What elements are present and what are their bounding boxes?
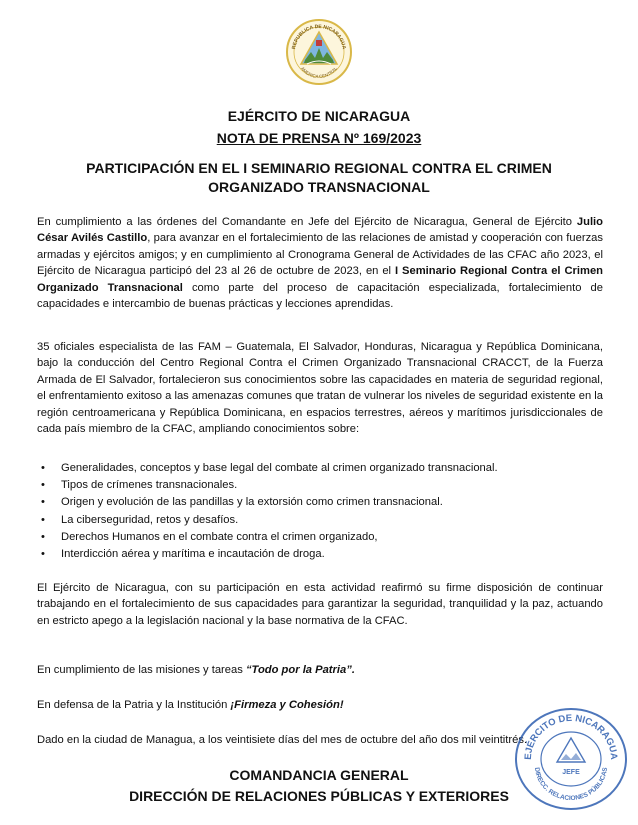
stamp-center-text: JEFE — [562, 769, 580, 776]
list-item: • La ciberseguridad, retos y desafíos. — [37, 512, 603, 529]
title-line-2: ORGANIZADO TRANSNACIONAL — [208, 179, 430, 195]
paragraph-date: Dado en la ciudad de Managua, a los veintisiete días del mes de octubre del año dos mil veintitrés. — [37, 734, 528, 746]
stamp-bottom-text: DIRECC. RELACIONES PÚBLICAS — [532, 767, 610, 803]
logo-top-text: REPUBLICA DE NICARAGUA — [291, 23, 347, 50]
footer-directorate: DIRECCIÓN DE RELACIONES PÚBLICAS Y EXTERIORES — [129, 788, 509, 804]
press-note-number: NOTA DE PRENSA Nº 169/2023 — [216, 130, 422, 146]
defense-text: En defensa de la Patria y la Institución — [37, 699, 231, 711]
list-item: • Generalidades, conceptos y base legal del combate al crimen organizado transnacional. — [37, 460, 603, 477]
paragraph-intro — [37, 214, 603, 312]
logo-bottom-text: AMERICA CENTRAL — [299, 65, 339, 80]
paragraph-intro-part: , para avanzar en el fortalecimiento de las relaciones de amistad y cooperación con fuerzas armadas y ejércitos amigos; y en cumplimiento al Cronograma General de Actividades de las CFAC año 2023, el Ejército de Nicaragua participó del 23 al 26 de octubre de 2023, en el — [37, 232, 603, 278]
list-item: • Interdicción aérea y marítima e incautación de droga. — [37, 546, 603, 563]
topics-list — [37, 460, 603, 563]
seminar-name: I Seminario Regional Contra el Crimen Organizado Transnacional — [37, 265, 603, 294]
footer-command: COMANDANCIA GENERAL — [229, 767, 409, 783]
list-item: • Tipos de crímenes transnacionales. — [37, 477, 603, 494]
title-line-1: PARTICIPACIÓN EN EL I SEMINARIO REGIONAL CONTRA EL CRIMEN — [86, 160, 552, 176]
mission-text: En cumplimiento de las misiones y tareas — [37, 664, 246, 676]
paragraph-participants: 35 oficiales especialista de las FAM – Guatemala, El Salvador, Honduras, Nicaragua y República Dominicana, bajo la conducción del Centro Regional Contra el Crimen Organizado Transnacional CRACCT, de la Fuerza Armada de El Salvador, fortalecieron sus conocimientos sobre las capacidades en materia de seguridad regional, el enfrentamiento exitoso a las amenazas comunes que tratan de vulnerar los niveles de seguridad existente en la región centroamericana y República Dominicana, en espacios terrestres, aéreos y marítimos jurisdiccionales de cada país miembro de la CFAC, ampliando conocimientos sobre: — [37, 341, 603, 436]
paragraph-intro-part: como parte del proceso de capacitación especializada, fortalecimiento de capacidades e intercambio de buenas prácticas y lecciones aprendidas. — [37, 281, 603, 311]
commander-name: Julio César Avilés Castillo — [37, 216, 603, 245]
paragraph-mission — [37, 662, 603, 678]
paragraph-commitment: El Ejército de Nicaragua, con su participación en esta actividad reafirmó su firme disposición de continuar trabajando en el fortalecimiento de sus capacidades para garantizar la seguridad, tranquilidad y la paz, actuando en estricto apego a la legislación nacional y la base normativa de la CFAC. — [37, 582, 603, 627]
list-item: • Derechos Humanos en el combate contra el crimen organizado, — [37, 529, 603, 546]
motto-todo-por-la-patria: “Todo por la Patria”. — [245, 664, 355, 676]
organization-heading: EJÉRCITO DE NICARAGUA — [227, 108, 411, 124]
list-item: • Origen y evolución de las pandillas y la extorsión como crimen transnacional. — [37, 494, 603, 511]
stamp-top-text: EJÉRCITO DE NICARAGUA — [522, 712, 620, 761]
motto-firmeza-cohesion: ¡Firmeza y Cohesión! — [230, 699, 344, 711]
nicaragua-coat-of-arms-logo — [285, 18, 353, 86]
paragraph-intro-part: En cumplimiento a las órdenes del Comandante en Jefe del Ejército de Nicaragua, General de Ejército — [37, 216, 577, 228]
